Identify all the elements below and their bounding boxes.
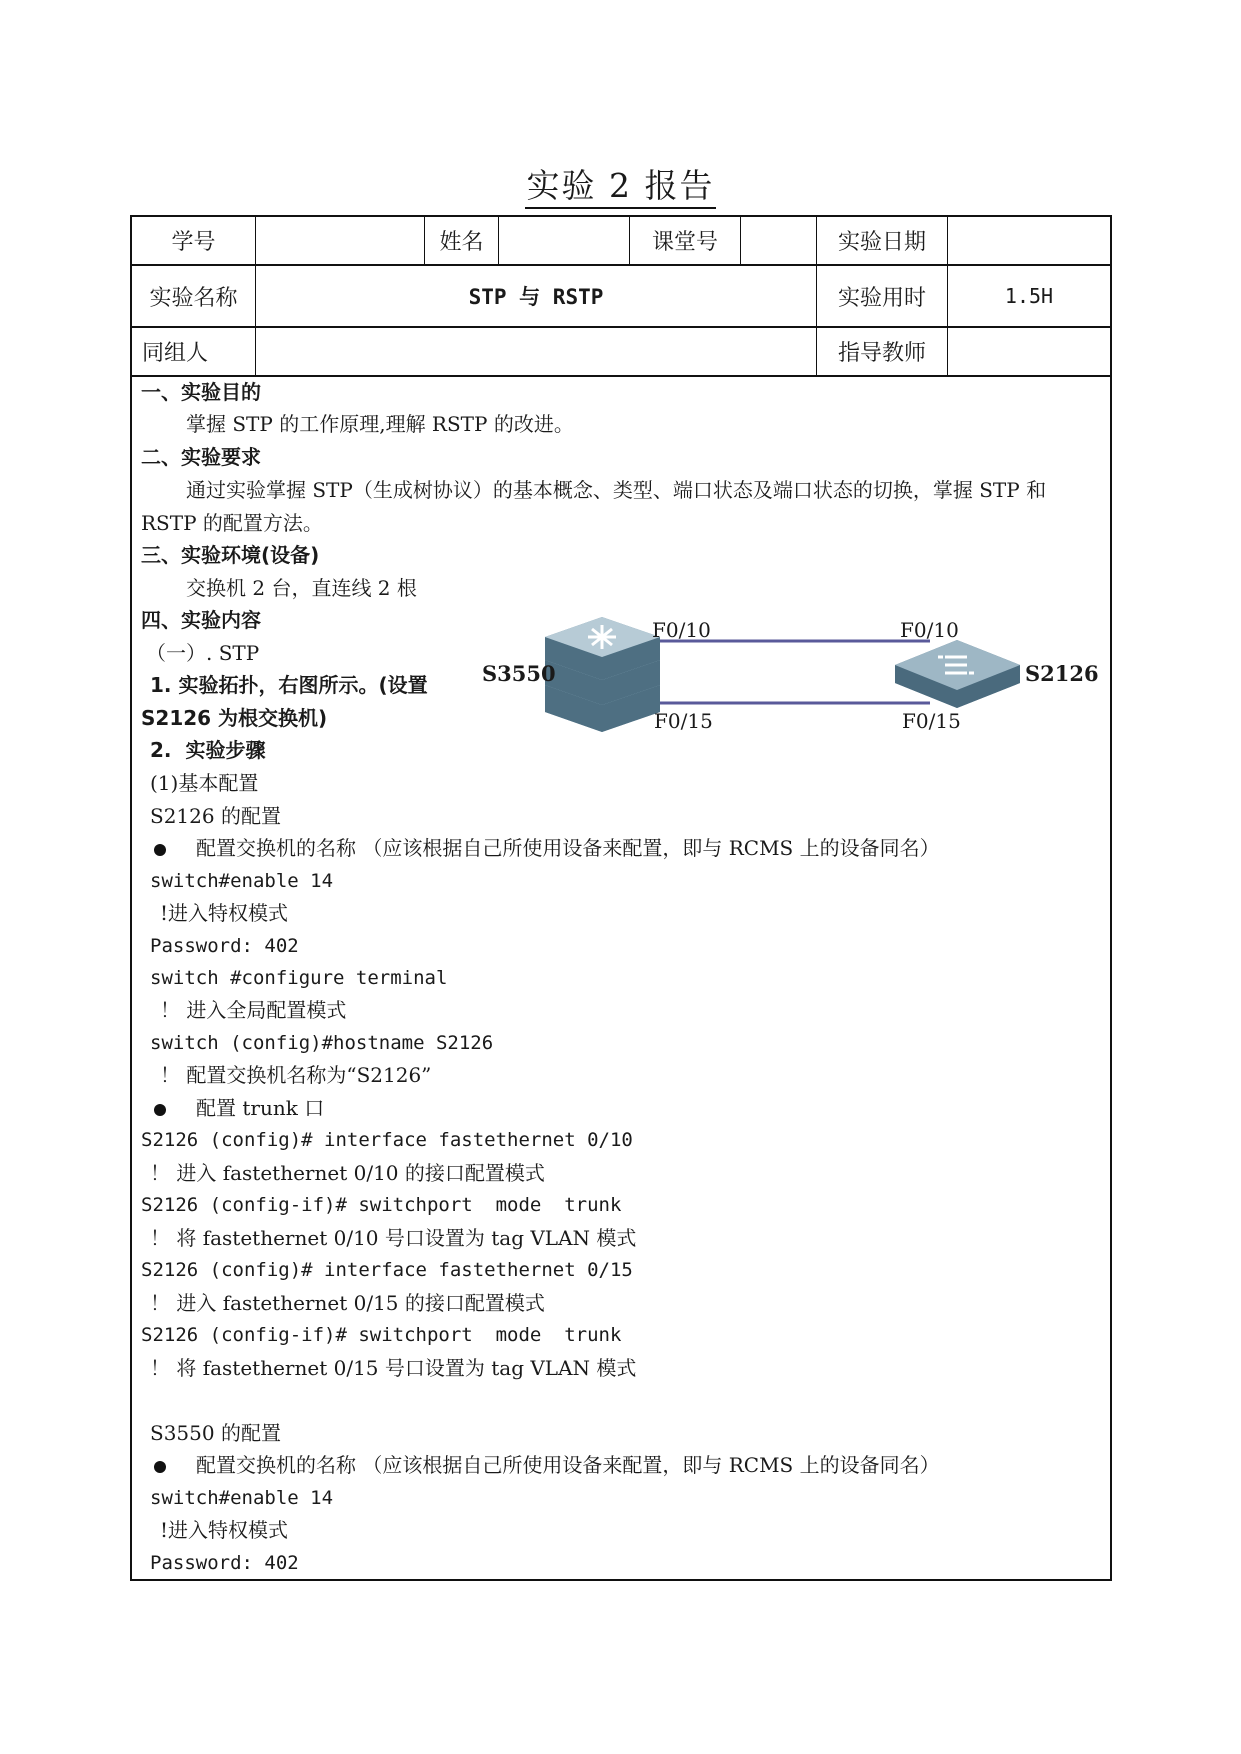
comment-line: ！ 将 fastethernet 0/15 号口设置为 tag VLAN 模式 [150, 1356, 637, 1380]
s2126-config-title: S2126 的配置 [150, 804, 281, 828]
left-top-port-label: F0/10 [652, 618, 711, 642]
s2126-label: S2126 [1025, 661, 1099, 686]
command-line: Password: 402 [150, 1552, 299, 1574]
comment-line: ！ 配置交换机名称为“S2126” [160, 1063, 432, 1087]
col-divider [498, 217, 499, 265]
command-line: switch (config)#hostname S2126 [150, 1032, 494, 1054]
bullet-icon [154, 1104, 166, 1116]
left-bottom-port-label: F0/15 [654, 709, 713, 733]
command-line: S2126 (config-if)# switchport mode trunk [141, 1194, 622, 1216]
right-top-port-label: F0/10 [900, 618, 959, 642]
bullet-trunk-text: 配置 trunk 口 [196, 1096, 325, 1120]
bullet-rename-2-text: 配置交换机的名称 （应该根据自己所使用设备来配置，即与 RCMS 上的设备同名） [196, 1453, 940, 1477]
col-divider [740, 217, 741, 265]
row-divider [132, 375, 1110, 377]
duration-value: 1.5H [1004, 284, 1054, 308]
comment-line: !进入特权模式 [160, 1518, 289, 1542]
s3550-label: S3550 [482, 661, 556, 686]
section-objective-title: 一、实验目的 [141, 380, 261, 404]
section-requirement-title: 二、实验要求 [141, 445, 261, 469]
class-no-label: 课堂号 [651, 230, 718, 255]
command-line: Password: 402 [150, 935, 299, 957]
command-line: switch#enable 14 [150, 1487, 334, 1509]
bullet-rename [154, 838, 940, 858]
command-line: S2126 (config)# interface fastethernet 0/10 [141, 1129, 633, 1151]
right-bottom-port-label: F0/15 [902, 709, 961, 733]
command-line: switch #configure terminal [150, 967, 448, 989]
bullet-icon [154, 1461, 166, 1473]
command-line: S2126 (config)# interface fastethernet 0/15 [141, 1259, 633, 1281]
row-divider [132, 326, 1110, 328]
s3550-config-title: S3550 的配置 [150, 1421, 281, 1445]
section-requirement-text-cont: RSTP 的配置方法。 [141, 511, 323, 535]
group-label: 同组人 [142, 341, 209, 366]
exp-name-label: 实验名称 [149, 285, 238, 311]
section-environment-title: 三、实验环境(设备) [141, 543, 320, 567]
report-title: 实验 2 报告 [0, 160, 1241, 207]
steps-title: 2. 实验步骤 [150, 738, 266, 762]
comment-line: !进入特权模式 [160, 901, 289, 925]
bullet-rename-2 [154, 1455, 940, 1475]
bullet-rename-text: 配置交换机的名称 （应该根据自己所使用设备来配置，即与 RCMS 上的设备同名） [196, 836, 940, 860]
name-label: 姓名 [439, 230, 484, 255]
section-requirement-text: 通过实验掌握 STP（生成树协议）的基本概念、类型、端口状态及端口状态的切换，掌握 STP 和 [186, 478, 1047, 502]
section-objective-text: 掌握 STP 的工作原理,理解 RSTP 的改进。 [186, 412, 574, 436]
comment-line: ！ 进入 fastethernet 0/15 的接口配置模式 [150, 1291, 545, 1315]
command-line: switch#enable 14 [150, 870, 334, 892]
student-id-label: 学号 [171, 230, 216, 255]
student-id-field [256, 217, 424, 264]
basic-config-title: (1)基本配置 [150, 771, 259, 795]
command-line: S2126 (config-if)# switchport mode trunk [141, 1324, 622, 1346]
teacher-label: 指导教师 [837, 341, 926, 366]
comment-line: ！ 将 fastethernet 0/10 号口设置为 tag VLAN 模式 [150, 1226, 637, 1250]
duration-label: 实验用时 [837, 285, 926, 311]
section-environment-text: 交换机 2 台，直连线 2 根 [186, 576, 417, 600]
topology-caption-cont: S2126 为根交换机) [141, 706, 328, 730]
bullet-icon [154, 844, 166, 856]
exp-name-value: STP 与 RSTP [468, 285, 604, 309]
topology-caption: 1. 实验拓扑，右图所示。(设置 [150, 673, 428, 697]
comment-line: ！ 进入全局配置模式 [160, 998, 347, 1022]
s2126-switch-icon [895, 640, 1020, 708]
subsection-stp: （一）. STP [146, 641, 260, 665]
section-content-title: 四、实验内容 [141, 608, 261, 632]
comment-line: ！ 进入 fastethernet 0/10 的接口配置模式 [150, 1161, 545, 1185]
topology-svg [470, 605, 1110, 740]
topology-diagram [470, 605, 1110, 740]
date-label: 实验日期 [837, 230, 926, 255]
s3550-switch-icon [545, 617, 660, 732]
bullet-trunk [154, 1098, 324, 1118]
